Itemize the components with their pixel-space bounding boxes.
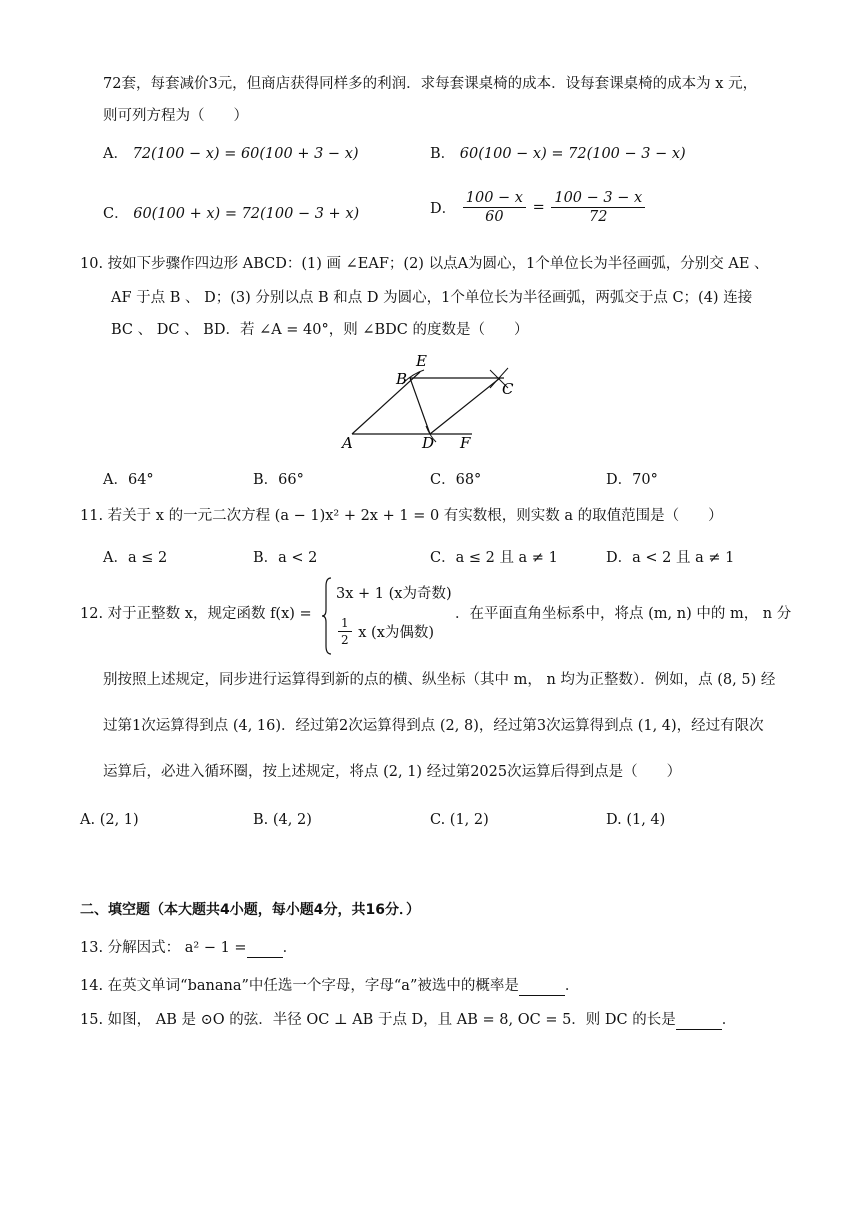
q10-option-c: C．68° (430, 472, 482, 488)
q12-option-d: D. (1, 4) (606, 812, 666, 828)
q12-option-a: A. (2, 1) (80, 812, 139, 828)
q15-text: 15. 如图， AB 是 ⊙O 的弦．半径 OC ⊥ AB 于点 D，且 AB = 8, OC = 5．则 DC 的长是 (80, 1012, 676, 1028)
q9-option-d-num2: 100 − 3 − x (551, 190, 645, 208)
q15-end: ． (721, 1012, 737, 1028)
q10-line2: AF 于点 B 、 D；(3) 分别以点 B 和点 D 为圆心，1个单位长为半径画弧，两弧交于点 C；(4) 连接 (111, 290, 753, 306)
q9-option-d (430, 190, 647, 225)
q15-blank[interactable] (676, 1012, 722, 1030)
q9-option-c-label: C． (103, 206, 129, 222)
q12-suffix: ．在平面直角坐标系中，将点 (m, n) 中的 m， n 分 (455, 606, 792, 622)
q12-case2-coef (338, 616, 352, 647)
q13-text: 13. 分解因式： a² − 1 = (80, 940, 247, 956)
q9-option-a (103, 142, 359, 163)
q9-option-c (103, 202, 359, 223)
q12-case2-coef-num: 1 (338, 616, 352, 632)
q10-label-e: E (416, 352, 427, 370)
q14-text: 14. 在英文单词“banana”中任选一个字母，字母“a”被选中的概率是 (80, 978, 519, 994)
q12-line4: 运算后，必进入循环圈，按上述规定，将点 (2, 1) 经过第2025次运算后得到点是（ ） (103, 764, 682, 780)
q10-segment-bd (410, 378, 430, 434)
q9-option-c-expr: 60(100 + x) = 72(100 − 3 + x) (133, 206, 360, 222)
q9-option-d-frac1 (463, 190, 526, 225)
q10-label-a: A (342, 434, 353, 452)
q10-label-f: F (460, 434, 471, 452)
q12-option-c: C. (1, 2) (430, 812, 489, 828)
q10-option-b: B．66° (253, 472, 304, 488)
section2-heading: 二、填空题（本大题共4小题，每小题4分，共16分．） (80, 902, 420, 918)
q9-option-d-label: D． (430, 201, 457, 217)
q10-option-d: D．70° (606, 472, 658, 488)
q14-blank[interactable] (519, 978, 565, 996)
q12-line2: 别按照上述规定，同步进行运算得到新的点的横、纵坐标（其中 m， n 均为正整数）．例如，点 (8, 5) 经 (103, 672, 776, 688)
q13-end: ． (282, 940, 298, 956)
q12-case2-rest: x (x为偶数) (358, 625, 435, 641)
q9-option-d-num1: 100 − x (463, 190, 526, 208)
q9-option-d-den2: 72 (589, 209, 608, 225)
q9-option-a-expr: 72(100 − x) = 60(100 + 3 − x) (132, 146, 359, 162)
q11-option-b: B．a < 2 (253, 550, 318, 566)
q9-option-b (430, 142, 686, 163)
q12-prefix: 12. 对于正整数 x，规定函数 f(x) = (80, 606, 312, 622)
q12-case1: 3x + 1 (x为奇数) (336, 586, 452, 602)
q12-option-b: B. (4, 2) (253, 812, 312, 828)
q12-line3: 过第1次运算得到点 (4, 16)．经过第2次运算得到点 (2, 8)，经过第3次运算得到点 (1, 4)，经过有限次 (103, 718, 764, 734)
q10-line3: BC 、 DC 、 BD．若 ∠A = 40°，则 ∠BDC 的度数是（ ） (111, 322, 529, 338)
q10-segment-dc (430, 378, 500, 434)
q15-line (80, 1012, 736, 1030)
q9-option-d-frac2 (551, 190, 645, 225)
q10-line1: 10. 按如下步骤作四边形 ABCD：(1) 画 ∠EAF；(2) 以点A为圆心，1个单位长为半径画弧，分别交 AE 、 (80, 256, 769, 272)
q9-line2: 则可列方程为（ ） (103, 108, 248, 124)
q9-line1: 72套，每套减价3元，但商店获得同样多的利润．求每套课桌椅的成本．设每套课桌椅的成本为 x 元， (103, 76, 758, 92)
q12-brace (322, 576, 332, 656)
q13-blank[interactable] (247, 940, 283, 958)
q14-line (80, 978, 579, 996)
q10-ray-ae (352, 372, 420, 434)
q14-end: ． (564, 978, 580, 994)
q10-label-b: B (396, 370, 408, 388)
q9-option-b-expr: 60(100 − x) = 72(100 − 3 − x) (459, 146, 686, 162)
q11-option-a: A．a ≤ 2 (103, 550, 168, 566)
q11-line1: 11. 若关于 x 的一元二次方程 (a − 1)x² + 2x + 1 = 0 有实数根，则实数 a 的取值范围是（ ） (80, 508, 723, 524)
q10-label-d: D (422, 434, 435, 452)
q9-option-d-eq: = (532, 199, 545, 216)
q12-case2 (336, 616, 434, 647)
q9-option-b-label: B． (430, 146, 456, 162)
q10-label-c: C (502, 380, 514, 398)
q11-option-c: C．a ≤ 2 且 a ≠ 1 (430, 550, 558, 566)
q13-line (80, 940, 297, 958)
q10-option-a: A．64° (103, 472, 154, 488)
q11-option-d: D．a < 2 且 a ≠ 1 (606, 550, 735, 566)
q12-case2-coef-den: 2 (341, 633, 349, 647)
q10-figure (330, 350, 530, 454)
q9-option-a-label: A． (103, 146, 128, 162)
q9-option-d-den1: 60 (485, 209, 504, 225)
